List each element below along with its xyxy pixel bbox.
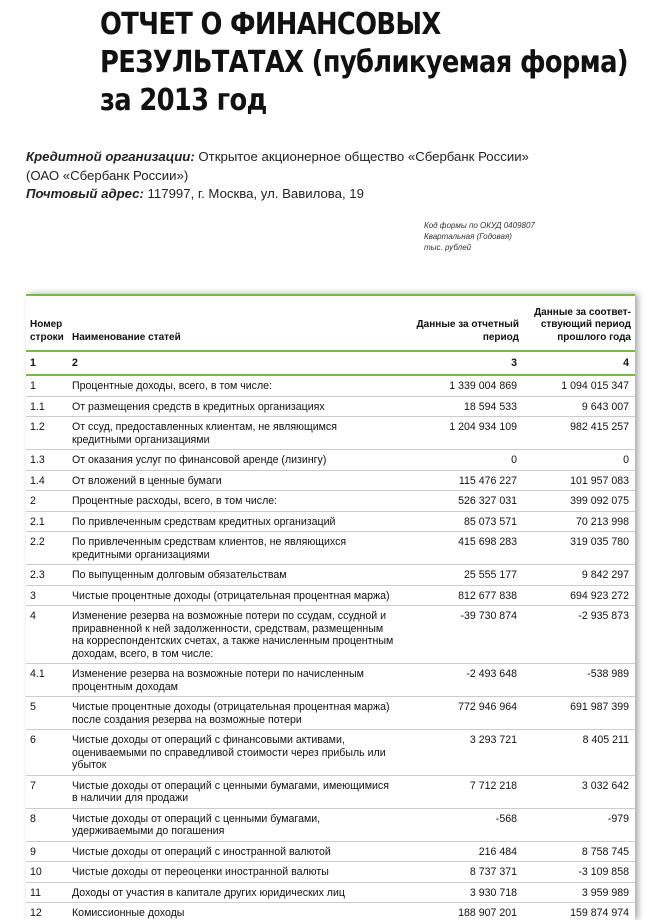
form-code: Код формы по ОКУД 0409807 bbox=[424, 220, 535, 231]
row-current-value: -2 493 648 bbox=[398, 664, 523, 697]
table-row bbox=[26, 697, 635, 730]
row-number: 1.4 bbox=[26, 470, 68, 491]
column-number: 2 bbox=[68, 351, 398, 375]
financial-results-table bbox=[26, 296, 635, 920]
table-row bbox=[26, 903, 635, 920]
row-previous-value: 982 415 257 bbox=[523, 417, 635, 450]
address-label: Почтовый адрес: bbox=[26, 186, 144, 201]
row-previous-value: 399 092 075 bbox=[523, 491, 635, 512]
row-current-value: 216 484 bbox=[398, 841, 523, 862]
row-item-name: От размещения средств в кредитных организациях bbox=[68, 396, 398, 417]
row-item-name: По привлеченным средствам клиентов, не являющихся кредитными организациями bbox=[68, 532, 398, 565]
form-period: Квартальная (Годовая) bbox=[424, 231, 535, 242]
row-previous-value: -3 109 858 bbox=[523, 862, 635, 883]
table-row bbox=[26, 396, 635, 417]
row-current-value: 3 293 721 bbox=[398, 730, 523, 776]
row-previous-value: 319 035 780 bbox=[523, 532, 635, 565]
column-numbers-row bbox=[26, 351, 635, 375]
form-units: тыс. рублей bbox=[424, 242, 535, 253]
header-current-period: Данные за отчетный период bbox=[398, 296, 523, 351]
row-current-value: -39 730 874 bbox=[398, 606, 523, 664]
row-item-name: Чистые доходы от операций с ценными бумагами, удерживаемыми до погашения bbox=[68, 808, 398, 841]
table-row bbox=[26, 808, 635, 841]
financial-table-container bbox=[26, 294, 635, 920]
row-number: 8 bbox=[26, 808, 68, 841]
org-short-name: (ОАО «Сбербанк России») bbox=[26, 167, 529, 186]
row-previous-value: 3 032 642 bbox=[523, 775, 635, 808]
row-number: 10 bbox=[26, 862, 68, 883]
row-current-value: 8 737 371 bbox=[398, 862, 523, 883]
row-item-name: Процентные доходы, всего, в том числе: bbox=[68, 375, 398, 396]
row-current-value: 115 476 227 bbox=[398, 470, 523, 491]
table-row bbox=[26, 565, 635, 586]
row-number: 11 bbox=[26, 882, 68, 903]
table-row bbox=[26, 862, 635, 883]
report-title bbox=[100, 6, 564, 120]
row-item-name: От оказания услуг по финансовой аренде (лизингу) bbox=[68, 450, 398, 471]
row-number: 4.1 bbox=[26, 664, 68, 697]
row-current-value: 1 339 004 869 bbox=[398, 375, 523, 396]
header-row-number: Номер строки bbox=[26, 296, 68, 351]
row-previous-value: 691 987 399 bbox=[523, 697, 635, 730]
org-label: Кредитной организации: bbox=[26, 149, 195, 164]
row-number: 1.1 bbox=[26, 396, 68, 417]
table-row bbox=[26, 470, 635, 491]
table-row bbox=[26, 606, 635, 664]
row-number: 2 bbox=[26, 491, 68, 512]
row-number: 1.3 bbox=[26, 450, 68, 471]
row-item-name: По привлеченным средствам кредитных организаций bbox=[68, 511, 398, 532]
row-previous-value: 8 758 745 bbox=[523, 841, 635, 862]
row-number: 6 bbox=[26, 730, 68, 776]
row-number: 5 bbox=[26, 697, 68, 730]
organization-info bbox=[26, 148, 529, 204]
row-item-name: Чистые доходы от переоценки иностранной валюты bbox=[68, 862, 398, 883]
column-number: 3 bbox=[398, 351, 523, 375]
row-number: 2.1 bbox=[26, 511, 68, 532]
row-number: 2.3 bbox=[26, 565, 68, 586]
row-previous-value: 70 213 998 bbox=[523, 511, 635, 532]
row-current-value: 1 204 934 109 bbox=[398, 417, 523, 450]
row-current-value: 18 594 533 bbox=[398, 396, 523, 417]
row-number: 7 bbox=[26, 775, 68, 808]
table-row bbox=[26, 841, 635, 862]
row-item-name: Изменение резерва на возможные потери по начисленным процентным доходам bbox=[68, 664, 398, 697]
row-item-name: Доходы от участия в капитале других юридических лиц bbox=[68, 882, 398, 903]
row-current-value: 85 073 571 bbox=[398, 511, 523, 532]
table-row bbox=[26, 450, 635, 471]
table-header-row bbox=[26, 296, 635, 351]
row-current-value: 7 712 218 bbox=[398, 775, 523, 808]
table-row bbox=[26, 882, 635, 903]
row-item-name: Чистые доходы от операций с финансовыми активами, оцениваемыми по справедливой стоимости через прибыль или убыток bbox=[68, 730, 398, 776]
row-previous-value: 1 094 015 347 bbox=[523, 375, 635, 396]
row-item-name: Чистые доходы от операций с ценными бумагами, имеющимися в наличии для продажи bbox=[68, 775, 398, 808]
row-previous-value: -979 bbox=[523, 808, 635, 841]
table-row bbox=[26, 730, 635, 776]
row-current-value: 0 bbox=[398, 450, 523, 471]
row-previous-value: 8 405 211 bbox=[523, 730, 635, 776]
row-previous-value: 101 957 083 bbox=[523, 470, 635, 491]
table-row bbox=[26, 532, 635, 565]
row-previous-value: 9 643 007 bbox=[523, 396, 635, 417]
address-value: 117997, г. Москва, ул. Вавилова, 19 bbox=[144, 186, 364, 201]
column-number: 1 bbox=[26, 351, 68, 375]
row-current-value: -568 bbox=[398, 808, 523, 841]
row-current-value: 526 327 031 bbox=[398, 491, 523, 512]
row-current-value: 772 946 964 bbox=[398, 697, 523, 730]
row-previous-value: 0 bbox=[523, 450, 635, 471]
row-number: 4 bbox=[26, 606, 68, 664]
row-previous-value: 694 923 272 bbox=[523, 585, 635, 606]
row-current-value: 3 930 718 bbox=[398, 882, 523, 903]
row-previous-value: 3 959 989 bbox=[523, 882, 635, 903]
title-line-2: РЕЗУЛЬТАТАХ (публикуемая форма) bbox=[100, 44, 564, 82]
table-row bbox=[26, 511, 635, 532]
title-line-3: за 2013 год bbox=[100, 82, 564, 120]
row-previous-value: 9 842 297 bbox=[523, 565, 635, 586]
title-line-1: ОТЧЕТ О ФИНАНСОВЫХ bbox=[100, 6, 564, 44]
header-previous-period: Данные за соответ-ствующий период прошлого года bbox=[523, 296, 635, 351]
row-item-name: Изменение резерва на возможные потери по ссудам, ссудной и приравненной к ней задолженности, средствам, размещенным на корреспондентских счетах, а также начисленным процентным доходам, всего, в том числе: bbox=[68, 606, 398, 664]
row-item-name: Чистые доходы от операций с иностранной валютой bbox=[68, 841, 398, 862]
row-number: 1 bbox=[26, 375, 68, 396]
row-previous-value: -2 935 873 bbox=[523, 606, 635, 664]
form-info bbox=[424, 220, 535, 253]
row-item-name: Чистые процентные доходы (отрицательная процентная маржа) после создания резерва на возможные потери bbox=[68, 697, 398, 730]
row-item-name: Чистые процентные доходы (отрицательная процентная маржа) bbox=[68, 585, 398, 606]
row-number: 9 bbox=[26, 841, 68, 862]
row-item-name: Комиссионные доходы bbox=[68, 903, 398, 920]
column-number: 4 bbox=[523, 351, 635, 375]
row-number: 1.2 bbox=[26, 417, 68, 450]
table-row bbox=[26, 491, 635, 512]
row-previous-value: 159 874 974 bbox=[523, 903, 635, 920]
row-previous-value: -538 989 bbox=[523, 664, 635, 697]
row-current-value: 812 677 838 bbox=[398, 585, 523, 606]
row-item-name: Процентные расходы, всего, в том числе: bbox=[68, 491, 398, 512]
org-name: Открытое акционерное общество «Сбербанк России» bbox=[195, 149, 529, 164]
row-number: 3 bbox=[26, 585, 68, 606]
row-item-name: По выпущенным долговым обязательствам bbox=[68, 565, 398, 586]
row-current-value: 188 907 201 bbox=[398, 903, 523, 920]
table-row bbox=[26, 664, 635, 697]
header-item-name: Наименование статей bbox=[68, 296, 398, 351]
row-item-name: От ссуд, предоставленных клиентам, не являющимся кредитными организациями bbox=[68, 417, 398, 450]
row-item-name: От вложений в ценные бумаги bbox=[68, 470, 398, 491]
row-number: 2.2 bbox=[26, 532, 68, 565]
row-current-value: 25 555 177 bbox=[398, 565, 523, 586]
table-row bbox=[26, 585, 635, 606]
table-row bbox=[26, 417, 635, 450]
row-number: 12 bbox=[26, 903, 68, 920]
row-current-value: 415 698 283 bbox=[398, 532, 523, 565]
table-row bbox=[26, 375, 635, 396]
table-row bbox=[26, 775, 635, 808]
